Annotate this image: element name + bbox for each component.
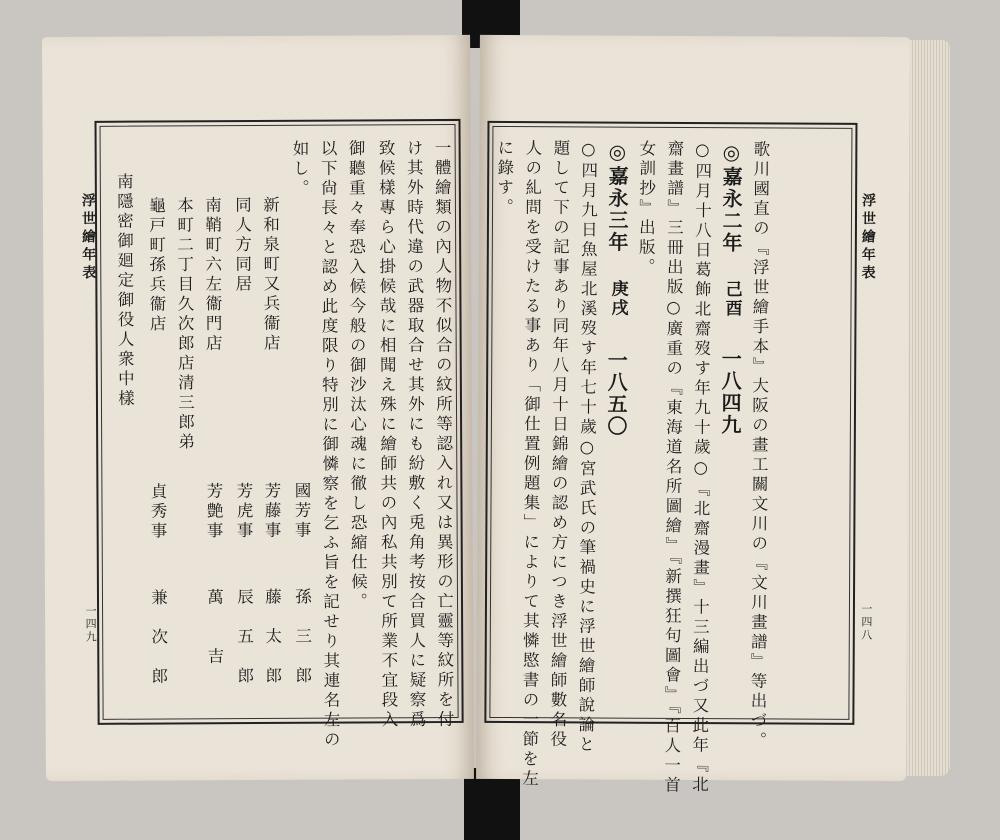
signature-name: 國芳事 — [291, 481, 312, 541]
text-line: 如し。 — [290, 139, 310, 199]
text-line: 南鞘町六左衞門店 — [202, 196, 223, 354]
western-year: 一八五〇 — [603, 349, 629, 438]
kanshi-label: 庚戌 — [607, 279, 628, 318]
text-line: け其外時代違の武器取合せ其外にも紛敷く兎角考按合買人に疑察爲 — [404, 139, 427, 731]
signature-given-name: 藤 太 郎 — [262, 587, 282, 687]
signature-given-name: 兼 次 郎 — [148, 588, 168, 688]
signature-given-name: 萬 吉 — [204, 588, 224, 668]
text-line: 以下尙長々と認め此度限り特別に御憐察を乞ふ旨を記せり其連名左の — [318, 139, 341, 751]
text-line: 龜戸町孫兵衞店 — [146, 196, 167, 335]
text-line: に錄す。 — [494, 138, 514, 218]
era-heading: ◎嘉永三年 — [604, 139, 630, 254]
signature-name: 芳虎事 — [233, 482, 254, 542]
right-page — [476, 35, 910, 796]
signature-given-name: 孫 三 郎 — [292, 587, 312, 687]
page-number-left: 一四九 — [84, 604, 98, 644]
running-head-left: 浮世繪年表 — [79, 192, 97, 283]
signature-given-name: 辰 五 郎 — [234, 588, 254, 687]
text-line: 同人方同居 — [232, 196, 252, 295]
text-line: 致候樣專ら心掛候哉に相聞え殊に繪師共の內私共別て所業不宜段入 — [376, 139, 399, 731]
text-line: 南隱密御廻定御役人衆中樣 — [114, 172, 135, 410]
western-year: 一八四九 — [717, 348, 743, 437]
text-line: 一體繪類の內人物不似合の紋所等認入れ又は異形の亡靈等紋所を付 — [432, 138, 455, 731]
text-line: 題して下の記事あり同年八月十日錦繪の認め方につき浮世繪師數名役 — [547, 139, 570, 751]
page-number-right: 一四八 — [859, 602, 873, 642]
text-line: 御聽重々奉恐入候今般の御沙汰心魂に徹し恐縮仕候。 — [346, 139, 368, 613]
running-head-right: 浮世繪年表 — [859, 192, 877, 283]
text-line: 本町二丁目久次郎店清三郎弟 — [174, 196, 195, 453]
text-line: ○四月十八日葛飾北齋歿す年九十歲○『北齋漫畫』十三編出づ又此年『北 — [689, 139, 712, 796]
signature-name: 芳艶事 — [203, 482, 224, 542]
text-line: 齋畫譜』三冊出版○廣重の『東海道名所圖繪』『新撰狂句圖會』『百人一首 — [661, 139, 684, 796]
signature-name: 芳藤事 — [261, 481, 282, 542]
text-line: ○四月九日魚屋北溪歿す年七十歲○宮武氏の筆禍史に浮世繪師說論と — [575, 139, 598, 756]
text-line: 歌川國直の『浮世繪手本』大阪の畫工關文川の『文川畫譜』等出づ。 — [747, 140, 770, 752]
page-edges — [904, 40, 950, 776]
signature-name: 貞秀事 — [147, 482, 168, 542]
era-heading: ◎嘉永二年 — [718, 140, 744, 255]
text-line: 人の糺問を受けたる事あり「御仕置例題集」によりて其憐愍書の一節を左 — [519, 139, 542, 790]
left-page — [42, 35, 474, 781]
text-line: 女訓抄』出版。 — [636, 139, 656, 278]
kanshi-label: 己酉 — [721, 280, 742, 319]
text-line: 新和泉町又兵衞店 — [260, 195, 281, 354]
